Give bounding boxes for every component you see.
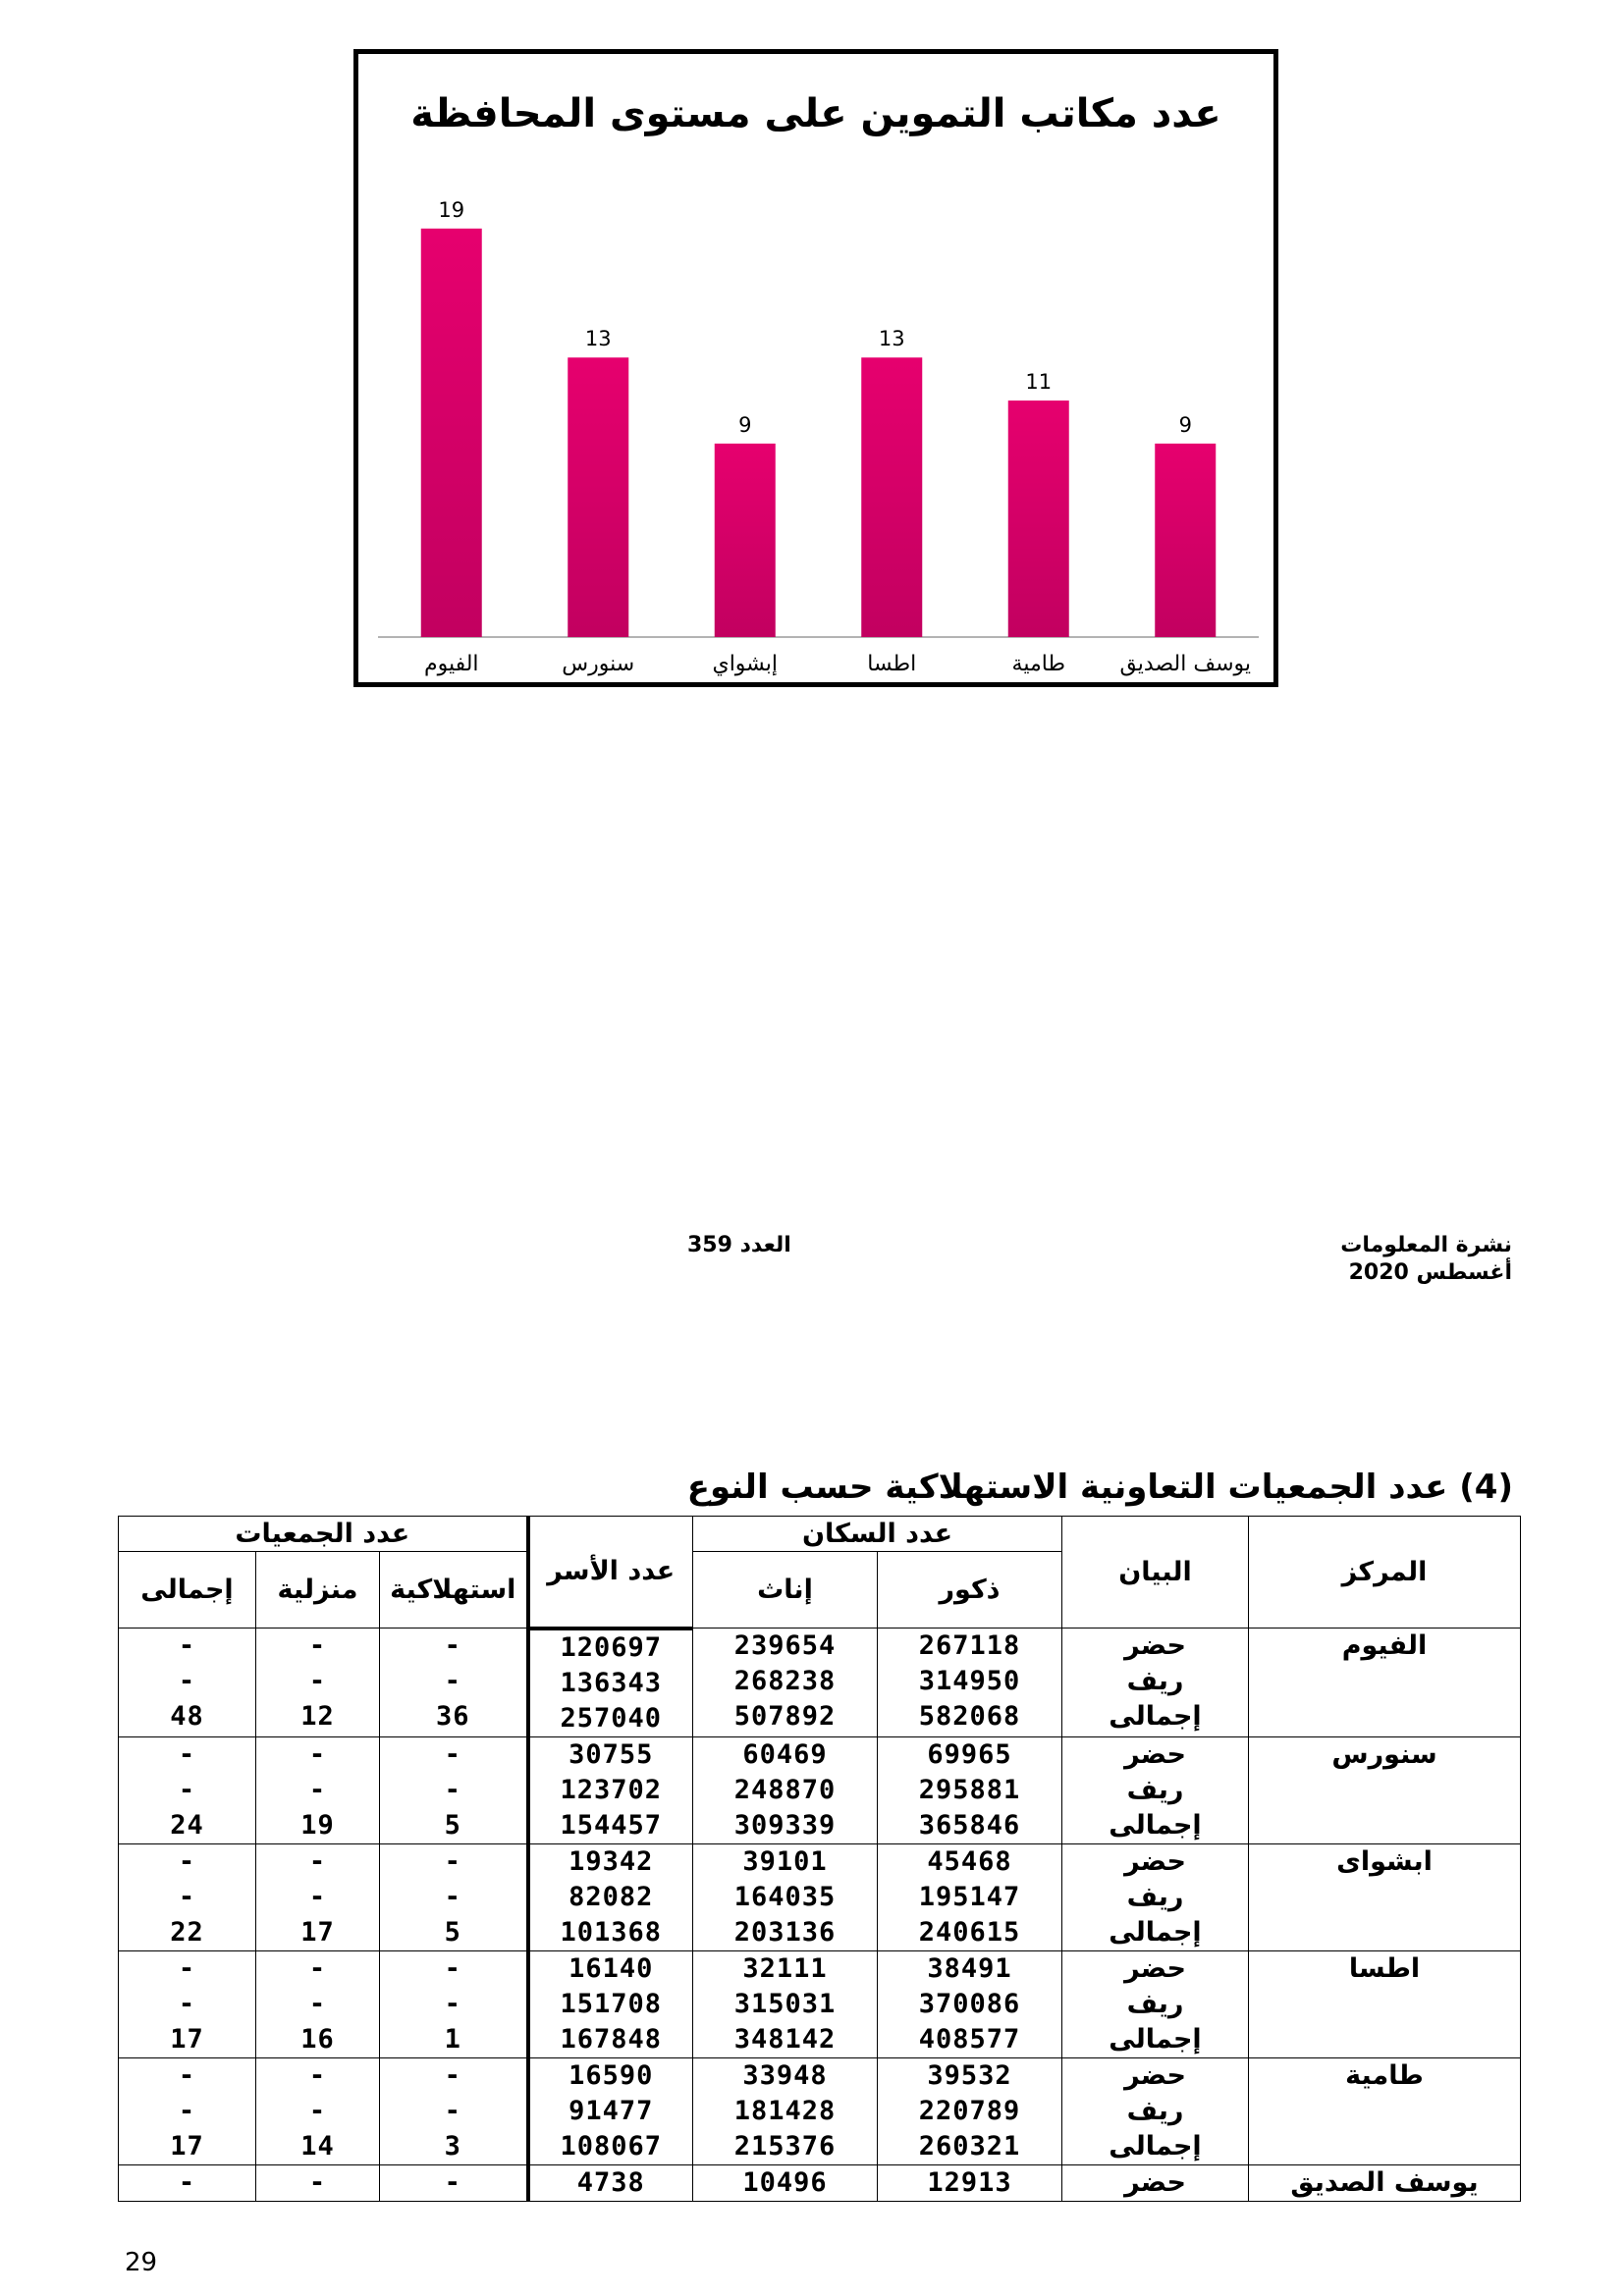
total-value: - <box>178 1952 196 1984</box>
families-value: 91477 <box>568 2095 654 2126</box>
females-value: 215376 <box>733 2130 837 2162</box>
females-cell <box>693 2057 878 2164</box>
bulletin-name: نشرة المعلومات <box>1340 1233 1512 1257</box>
center-cell: ابشواى <box>1249 1843 1521 1950</box>
consumer-value: 3 <box>444 2130 461 2162</box>
issue-number: العدد 359 <box>687 1233 791 1257</box>
labels-value: إجمالى <box>1109 1809 1202 1841</box>
females-cell <box>693 1950 878 2057</box>
males-value: 370086 <box>918 1988 1021 2019</box>
data-label-5: 9 <box>1178 412 1192 437</box>
table-row <box>119 1843 1521 1950</box>
families-cell <box>528 1950 693 2057</box>
housing-cell <box>256 1843 380 1950</box>
header-statement: البيان <box>1062 1517 1249 1629</box>
males-value: 69965 <box>927 1738 1012 1770</box>
housing-value: - <box>308 1845 327 1877</box>
category-label-3: اطسا <box>867 652 917 676</box>
females-cell <box>693 2164 878 2201</box>
page-number: 29 <box>125 2248 158 2277</box>
category-label-5: يوسف الصديق <box>1119 652 1252 676</box>
families-value: 120697 <box>560 1631 663 1663</box>
header-females: إناث <box>693 1552 878 1629</box>
total-cell <box>119 2057 256 2164</box>
labels-cell <box>1062 1843 1249 1950</box>
header-consumer: استهلاكية <box>380 1552 528 1629</box>
males-value: 45468 <box>927 1845 1012 1877</box>
families-value: 16140 <box>568 1952 654 1984</box>
total-value: - <box>178 1738 196 1770</box>
males-cell <box>878 2164 1062 2201</box>
males-cell <box>878 1629 1062 1737</box>
total-value: - <box>178 1630 196 1661</box>
families-value: 4738 <box>576 2166 645 2198</box>
labels-value: إجمالى <box>1109 2130 1202 2162</box>
housing-value: - <box>308 1881 327 1912</box>
total-cell <box>119 1843 256 1950</box>
category-label-4: طامية <box>1011 652 1065 676</box>
labels-value: ريف <box>1126 2095 1184 2126</box>
females-value: 268238 <box>733 1666 837 1696</box>
families-value: 257040 <box>560 1702 663 1734</box>
bulletin-date: أغسطس 2020 <box>1348 1260 1512 1285</box>
housing-value: - <box>308 1952 327 1984</box>
total-value: 17 <box>170 2130 204 2162</box>
housing-value: 12 <box>300 1701 335 1732</box>
consumer-value: 36 <box>435 1701 470 1732</box>
bar-2 <box>715 444 776 637</box>
housing-value: - <box>308 2095 327 2126</box>
consumer-cell <box>380 1843 528 1950</box>
males-value: 314950 <box>918 1666 1021 1696</box>
labels-value: حضر <box>1124 1630 1186 1661</box>
females-value: 60469 <box>742 1738 828 1770</box>
table-body <box>119 1629 1521 2202</box>
labels-value: ريف <box>1126 1881 1184 1912</box>
table-title: (4) عدد الجمعيات التعاونية الاستهلاكية حسب النوع <box>686 1468 1513 1507</box>
consumer-value: 1 <box>444 2023 461 2055</box>
total-value: - <box>178 1881 196 1912</box>
total-value: 24 <box>170 1809 204 1841</box>
total-value: - <box>178 1845 196 1877</box>
center-cell: سنورس <box>1249 1736 1521 1843</box>
consumer-value: - <box>444 1845 461 1877</box>
males-value: 365846 <box>918 1809 1021 1841</box>
category-label-0: الفيوم <box>423 652 479 676</box>
housing-cell <box>256 1736 380 1843</box>
females-value: 315031 <box>733 1988 837 2019</box>
females-value: 164035 <box>733 1881 837 1912</box>
housing-value: 14 <box>300 2130 335 2162</box>
table-row <box>119 1950 1521 2057</box>
table-row <box>119 1629 1521 1737</box>
families-value: 136343 <box>560 1667 663 1698</box>
consumer-cell <box>380 2164 528 2201</box>
males-value: 267118 <box>918 1630 1021 1661</box>
header-total: إجمالى <box>119 1552 256 1629</box>
males-value: 260321 <box>918 2130 1021 2162</box>
families-value: 16590 <box>568 2059 654 2091</box>
total-value: - <box>178 2059 196 2091</box>
labels-cell <box>1062 2164 1249 2201</box>
females-value: 181428 <box>733 2095 837 2126</box>
labels-value: حضر <box>1124 1952 1186 1984</box>
total-cell <box>119 2164 256 2201</box>
total-cell <box>119 1629 256 1737</box>
consumer-value: - <box>444 1774 461 1805</box>
housing-value: - <box>308 1774 327 1805</box>
center-cell: الفيوم <box>1249 1629 1521 1737</box>
families-value: 123702 <box>560 1774 663 1805</box>
females-value: 239654 <box>733 1630 837 1661</box>
labels-cell <box>1062 1629 1249 1737</box>
center-cell: يوسف الصديق <box>1249 2164 1521 2201</box>
females-value: 33948 <box>742 2059 828 2091</box>
header-families-text: عدد الأسر <box>547 1556 676 1587</box>
cooperatives-table <box>118 1516 1521 2202</box>
housing-value: - <box>308 2059 327 2091</box>
families-value: 101368 <box>560 1916 663 1948</box>
consumer-value: 5 <box>444 1916 461 1948</box>
males-value: 38491 <box>927 1952 1012 1984</box>
consumer-value: - <box>444 1952 461 1984</box>
housing-cell <box>256 2164 380 2201</box>
males-value: 240615 <box>918 1916 1021 1948</box>
labels-cell <box>1062 1950 1249 2057</box>
males-cell <box>878 1843 1062 1950</box>
males-value: 12913 <box>927 2166 1012 2198</box>
total-cell <box>119 1736 256 1843</box>
consumer-value: - <box>444 1881 461 1912</box>
males-cell <box>878 1736 1062 1843</box>
consumer-cell <box>380 2057 528 2164</box>
families-value: 167848 <box>560 2023 663 2055</box>
consumer-value: - <box>444 1988 461 2019</box>
total-value: - <box>178 1774 196 1805</box>
center-cell: طامية <box>1249 2057 1521 2164</box>
bar-1 <box>568 357 628 637</box>
consumer-value: - <box>444 2166 461 2198</box>
housing-cell <box>256 1629 380 1737</box>
consumer-cell <box>380 1950 528 2057</box>
header-housing: منزلية <box>256 1552 380 1629</box>
table-row <box>119 1736 1521 1843</box>
header-males: ذكور <box>878 1552 1062 1629</box>
housing-value: - <box>308 1988 327 2019</box>
labels-value: إجمالى <box>1109 2023 1202 2055</box>
bar-3 <box>861 357 922 637</box>
labels-value: إجمالى <box>1109 1701 1202 1732</box>
labels-cell <box>1062 1736 1249 1843</box>
housing-value: 19 <box>300 1809 335 1841</box>
labels-value: ريف <box>1126 1774 1184 1805</box>
total-value: 48 <box>170 1701 204 1732</box>
category-label-2: إبشواي <box>712 652 779 676</box>
females-cell <box>693 1629 878 1737</box>
families-cell <box>528 1843 693 1950</box>
center-cell: اطسا <box>1249 1950 1521 2057</box>
families-value: 108067 <box>560 2130 663 2162</box>
housing-value: - <box>308 1666 327 1696</box>
males-value: 582068 <box>918 1701 1021 1732</box>
families-value: 19342 <box>568 1845 654 1877</box>
data-label-3: 13 <box>878 327 905 351</box>
total-value: - <box>178 2095 196 2126</box>
males-value: 39532 <box>927 2059 1012 2091</box>
females-cell <box>693 1736 878 1843</box>
housing-value: - <box>308 2166 327 2198</box>
labels-value: إجمالى <box>1109 1916 1202 1948</box>
total-value: - <box>178 2166 196 2198</box>
data-label-1: 13 <box>584 327 612 351</box>
total-value: 17 <box>170 2023 204 2055</box>
labels-cell <box>1062 2057 1249 2164</box>
females-value: 39101 <box>742 1845 828 1877</box>
labels-value: حضر <box>1124 2059 1186 2091</box>
bar-0 <box>421 229 482 637</box>
families-value: 151708 <box>560 1988 663 2019</box>
housing-cell <box>256 2057 380 2164</box>
males-cell <box>878 2057 1062 2164</box>
females-value: 10496 <box>742 2166 828 2198</box>
chart-title: عدد مكاتب التموين على مستوى المحافظة <box>410 91 1221 136</box>
females-value: 309339 <box>733 1809 837 1841</box>
labels-value: ريف <box>1126 1988 1184 2019</box>
consumer-cell <box>380 1629 528 1737</box>
table-row <box>119 2164 1521 2201</box>
total-cell <box>119 1950 256 2057</box>
families-cell <box>528 2057 693 2164</box>
total-value: 22 <box>170 1916 204 1948</box>
females-value: 203136 <box>733 1916 837 1948</box>
data-label-2: 9 <box>738 412 752 437</box>
data-label-4: 11 <box>1025 370 1053 395</box>
families-value: 82082 <box>568 1881 654 1912</box>
families-value: 30755 <box>568 1738 654 1770</box>
males-value: 195147 <box>918 1881 1021 1912</box>
housing-value: 17 <box>300 1916 335 1948</box>
housing-value: - <box>308 1630 327 1661</box>
females-value: 32111 <box>742 1952 828 1984</box>
females-value: 507892 <box>733 1701 837 1732</box>
labels-value: حضر <box>1124 1738 1186 1770</box>
consumer-value: - <box>444 2059 461 2091</box>
consumer-value: 5 <box>444 1809 461 1841</box>
males-value: 295881 <box>918 1774 1021 1805</box>
families-cell <box>528 1629 693 1737</box>
families-value: 154457 <box>560 1809 663 1841</box>
bar-chart <box>358 54 1273 682</box>
header-families <box>528 1517 693 1629</box>
bar-5 <box>1155 444 1216 637</box>
data-label-0: 19 <box>438 197 465 222</box>
consumer-value: - <box>444 1666 461 1696</box>
housing-cell <box>256 1950 380 2057</box>
housing-value: - <box>308 1738 327 1770</box>
females-value: 348142 <box>733 2023 837 2055</box>
total-value: - <box>178 1666 196 1696</box>
chart-frame <box>353 49 1278 687</box>
bar-4 <box>1008 400 1069 637</box>
housing-value: 16 <box>300 2023 335 2055</box>
header-societies: عدد الجمعيات <box>119 1517 528 1552</box>
females-cell <box>693 1843 878 1950</box>
males-value: 220789 <box>918 2095 1021 2126</box>
families-cell <box>528 1736 693 1843</box>
labels-value: حضر <box>1124 1845 1186 1877</box>
males-cell <box>878 1950 1062 2057</box>
families-cell <box>528 2164 693 2201</box>
total-value: - <box>178 1988 196 2019</box>
header-center: المركز <box>1249 1517 1521 1629</box>
consumer-value: - <box>444 1630 461 1661</box>
consumer-value: - <box>444 2095 461 2126</box>
labels-value: حضر <box>1124 2166 1186 2198</box>
labels-value: ريف <box>1126 1666 1184 1696</box>
category-label-1: سنورس <box>562 652 635 676</box>
males-value: 408577 <box>918 2023 1021 2055</box>
header-population: عدد السكان <box>693 1517 1062 1552</box>
females-value: 248870 <box>733 1774 837 1805</box>
consumer-value: - <box>444 1738 461 1770</box>
table-row <box>119 2057 1521 2164</box>
consumer-cell <box>380 1736 528 1843</box>
